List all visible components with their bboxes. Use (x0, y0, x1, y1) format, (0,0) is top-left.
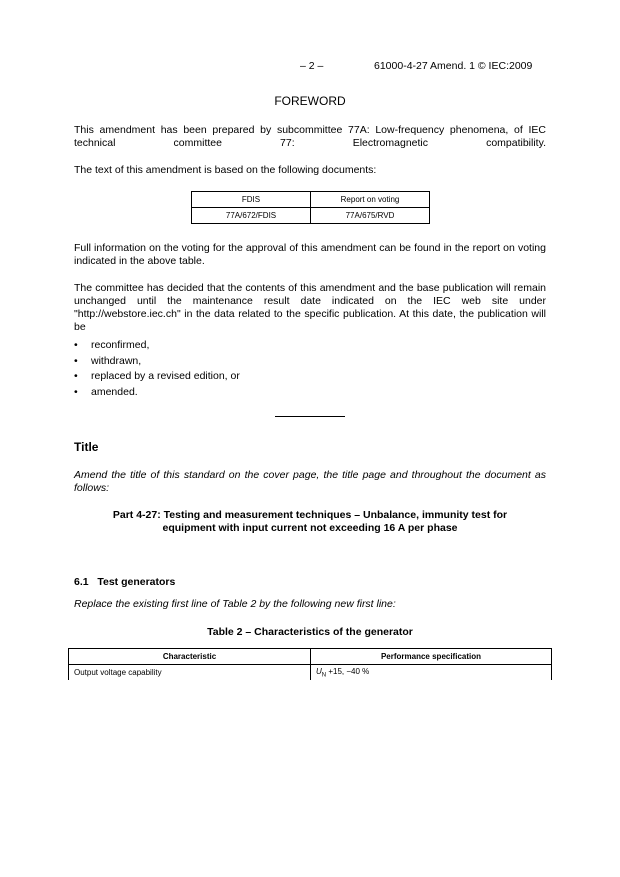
bullet-icon: • (74, 354, 78, 367)
title-section-heading: Title (74, 440, 99, 454)
bullet-icon: • (74, 385, 78, 398)
foreword-paragraph-2: The text of this amendment is based on the following documents: (74, 164, 377, 176)
page-number: – 2 – (300, 60, 324, 72)
list-item: • reconfirmed, (74, 339, 240, 355)
bullet-icon: • (74, 370, 78, 382)
table-header-row (69, 649, 552, 665)
generator-characteristics-table (68, 648, 552, 680)
list-item: • amended. (74, 386, 240, 402)
table-header-row (192, 192, 430, 208)
section-6-1-instruction: Replace the existing first line of Table 2 by the following new first line: (74, 598, 396, 610)
foreword-paragraph-3: Full information on the voting for the approval of this amendment can be found in the report on voting indicated in the above table. (74, 242, 546, 267)
table-header-cell: Performance specification (311, 649, 552, 665)
table-2-caption: Table 2 – Characteristics of the generator (207, 626, 413, 638)
list-item: • withdrawn, (74, 355, 240, 371)
table-header-cell: Characteristic (69, 649, 311, 665)
table-cell: 77A/672/FDIS (192, 208, 311, 224)
section-divider (275, 416, 345, 417)
table-cell: 77A/675/RVD (311, 208, 430, 224)
document-reference: 61000-4-27 Amend. 1 © IEC:2009 (374, 60, 533, 72)
table-header-cell: FDIS (192, 192, 311, 208)
table-cell: Output voltage capability (69, 665, 311, 681)
list-item: • replaced by a revised edition, or (74, 370, 240, 386)
publication-status-list (74, 339, 240, 401)
table-cell: $U_N +15$, −40 % (311, 665, 552, 681)
foreword-title: FOREWORD (274, 94, 346, 108)
voting-documents-table (191, 191, 430, 224)
new-title: Part 4-27: Testing and measurement techniques – Unbalance, immunity test for equipment with input current not exceeding 16 A per phase (112, 509, 508, 534)
table-header-cell: Report on voting (311, 192, 430, 208)
foreword-paragraph-1: This amendment has been prepared by subcommittee 77A: Low-frequency phenomena, of IEC technical committee 77: Electromagnetic compatibility. (74, 124, 546, 149)
bullet-icon: • (74, 339, 78, 351)
section-6-1-heading: 6.1 Test generators (74, 576, 176, 588)
title-instruction: Amend the title of this standard on the cover page, the title page and throughout the document as follows: (74, 469, 546, 494)
table-row (192, 208, 430, 224)
table-row (69, 665, 552, 681)
foreword-paragraph-4: The committee has decided that the contents of this amendment and the base publication will remain unchanged until the maintenance result date indicated on the IEC web site under "http://webstore.iec.ch" in the data related to the specific publication. At this date, the publication will be (74, 282, 546, 333)
